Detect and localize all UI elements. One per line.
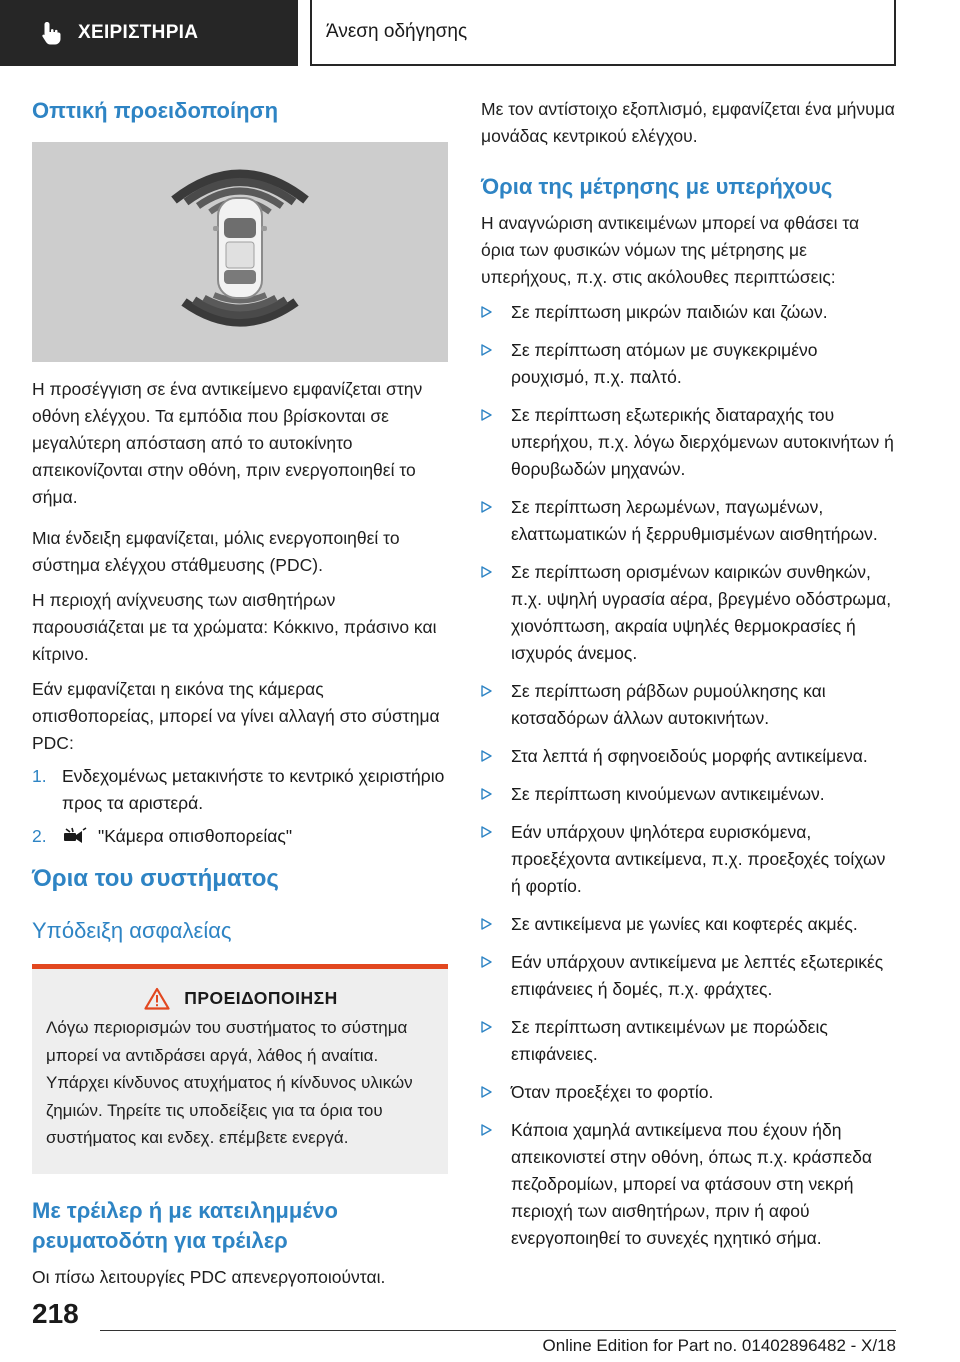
condition-text: Σε περίπτωση ατόμων με συγκεκριμένο ρουχισμό, π.χ. παλτό. bbox=[511, 340, 818, 387]
condition-item bbox=[481, 1117, 897, 1252]
chapter-tab bbox=[0, 0, 298, 66]
condition-text: Εάν υπάρχουν αντικείμενα με λεπτές εξωτερικές επιφάνειες ή δομές, π.χ. φράχτες. bbox=[511, 952, 884, 999]
step-text: "Κάμερα οπισθοπορείας" bbox=[98, 826, 293, 846]
pdc-display-figure bbox=[32, 142, 448, 362]
condition-text: Όταν προεξέχει το φορτίο. bbox=[511, 1082, 714, 1102]
condition-item bbox=[481, 299, 897, 326]
rear-camera-icon bbox=[62, 826, 88, 846]
condition-item bbox=[481, 1079, 897, 1106]
condition-text: Κάποια χαμηλά αντικείμενα που έχουν ήδη απεικονιστεί στην οθόνη, όπως π.χ. κράσπεδα πεζοδρομίων, μπορεί να φτάσουν στη νεκρή περιοχή των αισθητήρων, πριν ή αφού ενεργοποιηθεί το συνεχές ηχητικό σήμα. bbox=[511, 1120, 872, 1248]
edition-footer: Online Edition for Part no. 01402896482 - X/18 bbox=[542, 1336, 896, 1355]
condition-item bbox=[481, 559, 897, 667]
system-limits-heading: Όρια του συστήματος bbox=[32, 865, 279, 892]
warning-title: ΠΡΟΕΙΔΟΠΟΙΗΣΗ bbox=[184, 988, 338, 1008]
condition-text: Σε περίπτωση κινούμενων αντικειμένων. bbox=[511, 784, 825, 804]
conditions-list bbox=[481, 299, 897, 1252]
bullet-triangle-icon bbox=[481, 1086, 492, 1098]
safety-note-heading: Υπόδειξη ασφαλείας bbox=[32, 918, 232, 943]
condition-item bbox=[481, 949, 897, 1003]
warning-triangle-icon bbox=[144, 987, 170, 1010]
condition-item bbox=[481, 743, 897, 770]
page-header bbox=[0, 0, 960, 66]
condition-text: Σε αντικείμενα με γωνίες και κοφτερές ακμές. bbox=[511, 914, 858, 934]
bullet-triangle-icon bbox=[481, 685, 492, 697]
step-item bbox=[32, 823, 448, 850]
condition-text: Εάν υπάρχουν ψηλότερα ευρισκόμενα, προεξέχοντα αντικείμενα, π.χ. προεξοχές τοίχων ή φορτίο. bbox=[511, 822, 886, 896]
section-box bbox=[310, 0, 896, 66]
bullet-triangle-icon bbox=[481, 1021, 492, 1033]
step-item bbox=[32, 763, 448, 817]
warning-box bbox=[32, 964, 448, 1174]
condition-item bbox=[481, 678, 897, 732]
condition-item bbox=[481, 494, 897, 548]
condition-item bbox=[481, 337, 897, 391]
bullet-triangle-icon bbox=[481, 409, 492, 421]
condition-text: Σε περίπτωση εξωτερικής διαταραχής του υπερήχου, π.χ. λόγω διερχόμενων αυτοκινήτων ή θορυβωδών μηχανών. bbox=[511, 405, 894, 479]
camera-paragraph: Εάν εμφανίζεται η εικόνα της κάμερας οπισθοπορείας, μπορεί να γίνει αλλαγή στο σύστημα PDC: bbox=[32, 679, 440, 753]
bullet-triangle-icon bbox=[481, 1124, 492, 1136]
page-number: 218 bbox=[32, 1298, 79, 1329]
pdc-car-illustration bbox=[32, 142, 448, 362]
step-number: 2. bbox=[32, 826, 47, 846]
section-title: Άνεση οδήγησης bbox=[326, 21, 468, 42]
condition-text: Σε περίπτωση ράβδων ρυμούλκησης και κοτσαδόρων άλλων αυτοκινήτων. bbox=[511, 681, 826, 728]
condition-text: Σε περίπτωση ορισμένων καιρικών συνθηκών, π.χ. υψηλή υγρασία αέρα, βρεγμένο οδόστρωμα, χιονόπτωση, ακραία υψηλές θερμοκρασίες ή ισχυρός άνεμος. bbox=[511, 562, 892, 663]
warning-text: Λόγω περιορισμών του συστήματος το σύστημα μπορεί να αντιδράσει αργά, λάθος ή αναίτια. Υπάρχει κίνδυνος ατυχήματος ή κίνδυνος υλικών ζημιών. Τηρείτε τις υποδείξεις για τα όρια του συστήματος και ενδεχ. επέμβετε ενεργά. bbox=[46, 1018, 413, 1147]
bullet-triangle-icon bbox=[481, 750, 492, 762]
bullet-triangle-icon bbox=[481, 918, 492, 930]
step-text: Ενδεχομένως μετακινήστε το κεντρικό χειριστήριο προς τα αριστερά. bbox=[62, 766, 445, 813]
bullet-triangle-icon bbox=[481, 566, 492, 578]
message-paragraph: Με τον αντίστοιχο εξοπλισμό, εμφανίζεται ένα μήνυμα μονάδας κεντρικού ελέγχου. bbox=[481, 99, 895, 146]
step-number: 1. bbox=[32, 766, 47, 786]
bullet-triangle-icon bbox=[481, 344, 492, 356]
condition-item bbox=[481, 911, 897, 938]
chapter-title: ΧΕΙΡΙΣΤΗΡΙΑ bbox=[78, 22, 199, 43]
warning-title-row bbox=[46, 987, 436, 1010]
condition-text: Σε περίπτωση αντικειμένων με πορώδεις επιφάνειες. bbox=[511, 1017, 828, 1064]
ultrasonic-limits-heading: Όρια της μέτρησης με υπερήχους bbox=[481, 174, 833, 199]
condition-text: Στα λεπτά ή σφηνοειδούς μορφής αντικείμενα. bbox=[511, 746, 868, 766]
condition-item bbox=[481, 1014, 897, 1068]
approach-paragraph: Η προσέγγιση σε ένα αντικείμενο εμφανίζεται στην οθόνη ελέγχου. Τα εμπόδια που βρίσκονται σε μεγαλύτερη απόσταση από το αυτοκίνητο απεικονίζονται στην οθόνη, πριν ενεργοποιηθεί το σήμα. bbox=[32, 379, 423, 507]
footer-rule bbox=[100, 1330, 896, 1331]
condition-item bbox=[481, 819, 897, 900]
bullet-triangle-icon bbox=[481, 501, 492, 513]
bullet-triangle-icon bbox=[481, 826, 492, 838]
condition-item bbox=[481, 781, 897, 808]
right-column bbox=[481, 96, 897, 1263]
switch-steps-list bbox=[32, 763, 448, 850]
bullet-triangle-icon bbox=[481, 956, 492, 968]
display-paragraph: Μια ένδειξη εμφανίζεται, μόλις ενεργοποιηθεί το σύστημα ελέγχου στάθμευσης (PDC). bbox=[32, 528, 400, 575]
hand-pointer-icon bbox=[38, 19, 66, 47]
bullet-triangle-icon bbox=[481, 306, 492, 318]
trailer-text: Οι πίσω λειτουργίες PDC απενεργοποιούνται. bbox=[32, 1266, 386, 1287]
ultrasonic-intro: Η αναγνώριση αντικειμένων μπορεί να φθάσει τα όρια των φυσικών νόμων της μέτρησης με υπερήχους, π.χ. στις ακόλουθες περιπτώσεις: bbox=[481, 213, 860, 287]
condition-text: Σε περίπτωση μικρών παιδιών και ζώων. bbox=[511, 302, 828, 322]
condition-item bbox=[481, 402, 897, 483]
condition-text: Σε περίπτωση λερωμένων, παγωμένων, ελαττωματικών ή ξερρυθμισμένων αισθητήρων. bbox=[511, 497, 878, 544]
left-column bbox=[32, 96, 448, 1291]
visual-warning-heading: Οπτική προειδοποίηση bbox=[32, 98, 279, 123]
detection-area-paragraph: Η περιοχή ανίχνευσης των αισθητήρων παρουσιάζεται με τα χρώματα: Κόκκινο, πράσινο και κίτρινο. bbox=[32, 590, 437, 664]
bullet-triangle-icon bbox=[481, 788, 492, 800]
trailer-heading: Με τρέιλερ ή με κατειλημμένο ρευματοδότη για τρέιλερ bbox=[32, 1197, 338, 1253]
